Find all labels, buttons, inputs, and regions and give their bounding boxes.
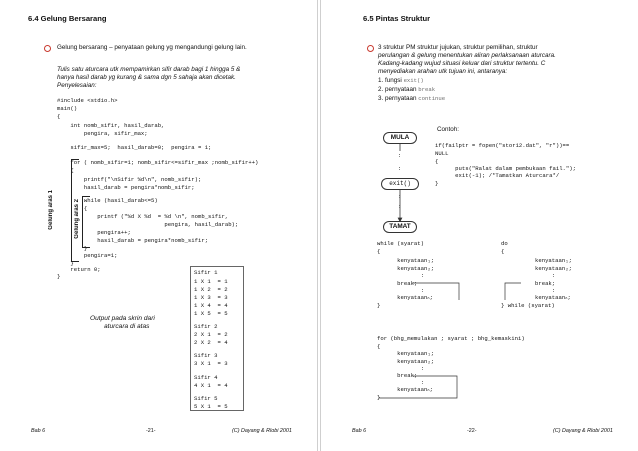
right-footer-page: -22- <box>467 428 477 434</box>
output-line: 5 X 1 = 5 <box>194 403 228 410</box>
code-line: } <box>57 245 88 252</box>
flow-exit: exit() <box>381 178 419 190</box>
do-line: : <box>552 272 556 279</box>
code-line: pengira, sifir_max; <box>57 130 148 137</box>
for-line: kenyataan₁; <box>377 350 435 357</box>
contoh-label: Contoh: <box>437 126 460 133</box>
task-line-2: hanya hasil darab yg kurang & sama dgn 5 sahaja akan dicetak. <box>57 74 236 81</box>
code-line: } <box>57 273 61 280</box>
do-line: kenyataan₂; <box>535 265 572 272</box>
while-line: kenyataan₁; <box>377 257 435 264</box>
inner-loop-bracket <box>82 196 90 248</box>
contoh-line: if(failptr = fopen("stor12.dat", "r"))== <box>435 142 570 149</box>
code-line: pengira=1; <box>57 252 118 259</box>
code-line: hasil_darab = pengira*nomb_sifir; <box>57 184 195 191</box>
for-line: kenyataan₂; <box>377 358 435 365</box>
output-line: 4 X 1 = 4 <box>194 382 228 389</box>
break-arrows <box>321 0 638 451</box>
flow-start: MULA <box>383 132 417 144</box>
for-line: kenyataanₙ; <box>377 386 433 393</box>
contoh-line: NULL <box>435 150 449 157</box>
code-line: { <box>57 167 74 174</box>
flow-dot: : <box>398 165 402 172</box>
right-footer-copyright: (C) Dayang & Rlobi 2001 <box>553 428 613 434</box>
for-line: } <box>377 394 381 401</box>
do-line: { <box>501 248 505 255</box>
task-line-1: Tulis satu aturcara utk mempamirkan sifir darab bagi 1 hingga 5 & <box>57 66 241 73</box>
while-line: } <box>377 302 381 309</box>
arrow-icon <box>505 283 521 300</box>
output-line: 1 X 1 = 1 <box>194 278 228 285</box>
right-page <box>320 0 638 451</box>
while-line: { <box>377 248 381 255</box>
list-item-text: 3. pernyataan <box>378 95 419 102</box>
for-line: { <box>377 343 381 350</box>
output-line: Sifir 2 <box>194 323 218 330</box>
output-line: Sifir 3 <box>194 352 218 359</box>
bullet-ring-icon <box>44 45 51 52</box>
output-screen-box <box>190 266 244 411</box>
arrow-icon <box>413 283 459 300</box>
code-line: while (hasil_darab<=5) <box>57 197 158 204</box>
left-footer-copyright: (C) Dayang & Rlobi 2001 <box>232 428 292 434</box>
output-line: 1 X 4 = 4 <box>194 302 228 309</box>
code-line: pengira++; <box>57 229 131 236</box>
output-caption-1: Output pada skrin dari <box>90 315 155 322</box>
for-line: break; <box>377 372 418 379</box>
while-line: while (syarat) <box>377 240 424 247</box>
contoh-line: puts("Ralat dalam pembukaan fail."); <box>435 165 576 172</box>
flow-end: TAMAT <box>383 221 417 233</box>
flow-dot: : <box>398 203 402 210</box>
do-line: kenyataanₙ; <box>535 294 571 301</box>
left-page <box>0 0 318 451</box>
for-line: : <box>421 365 425 372</box>
code-line: return 0; <box>57 266 101 273</box>
right-bullet-line-1: 3 struktur PM struktur jujukan, struktur pemilihan, struktur <box>378 44 538 51</box>
output-line: 1 X 5 = 5 <box>194 310 228 317</box>
while-line: kenyataanₙ; <box>377 294 433 301</box>
do-line: kenyataan₁; <box>535 257 572 264</box>
code-line: main() <box>57 105 78 112</box>
code-line: for ( nomb_sifir=1; nomb_sifir<=sifir_max ;nomb_sifir++) <box>57 159 259 166</box>
outer-loop-label: Gelung aras 1 <box>48 190 54 230</box>
while-line: : <box>421 287 425 294</box>
right-heading: 6.5 Pintas Struktur <box>363 14 431 23</box>
output-line: Sifir 5 <box>194 395 218 402</box>
output-line: Sifir 1 <box>194 269 218 276</box>
left-bullet-text: Gelung bersarang – penyataan gelung yg mengandungi gelung lain. <box>57 44 247 51</box>
code-line: } <box>57 260 74 267</box>
right-bullet-line-2: perulangan & gelung menentukan aliran perlaksanaan aturcara. <box>378 52 556 59</box>
list-item-code: exit() <box>403 77 424 84</box>
do-line: do <box>501 240 508 247</box>
do-line: : <box>552 287 556 294</box>
left-footer-page: -21- <box>146 428 156 434</box>
while-line: kenyataan₂; <box>377 265 435 272</box>
code-line: int nomb_sifir, hasil_darab, <box>57 122 165 129</box>
output-line: 2 X 2 = 4 <box>194 339 228 346</box>
code-line: pengira, hasil_darab); <box>57 221 239 228</box>
contoh-line: { <box>435 158 439 165</box>
right-footer-chapter: Bab 6 <box>352 428 367 434</box>
left-heading: 6.4 Gelung Bersarang <box>28 14 107 23</box>
do-line: break; <box>535 280 556 287</box>
contoh-line: } <box>435 180 439 187</box>
list-item-text: 2. pernyataan <box>378 86 419 93</box>
code-line: printf ("%d X %d = %d \n", nomb_sifir, <box>57 213 229 220</box>
code-line: #include <stdio.h> <box>57 97 118 104</box>
contoh-line: exit(-1); /*Tamatkan Aturcara*/ <box>435 172 560 179</box>
code-line: hasil_darab = pengira*nomb_sifir; <box>57 237 209 244</box>
for-line: for (bhg_memulakan ; syarat ; bhg_kemaskini) <box>377 335 525 342</box>
output-line: 1 X 3 = 3 <box>194 294 228 301</box>
list-item-code: continue <box>418 95 446 102</box>
for-line: : <box>421 379 425 386</box>
output-line: 1 X 2 = 2 <box>194 286 228 293</box>
task-line-3: Penyelesaian: <box>57 82 97 89</box>
right-bullet-line-4: menyediakan arahan utk tujuan ini, antaranya: <box>378 68 508 75</box>
code-line: { <box>57 205 88 212</box>
output-line: 3 X 1 = 3 <box>194 360 228 367</box>
while-line: : <box>421 272 425 279</box>
right-bullet-line-3: Kadang-kadang wujud situasi keluar dari struktur tertentu. C <box>378 60 546 67</box>
flow-dot: : <box>398 193 402 200</box>
list-item-text: 1. fungsi <box>378 77 404 84</box>
output-line: 2 X 1 = 2 <box>194 331 228 338</box>
output-line: Sifir 4 <box>194 374 218 381</box>
while-line: break; <box>377 280 418 287</box>
code-line: printf("\nSifir %d\n", nomb_sifir); <box>57 176 202 183</box>
list-item-code: break <box>418 86 436 93</box>
left-footer-chapter: Bab 6 <box>31 428 46 434</box>
do-line: } while (syarat) <box>501 302 555 309</box>
inner-loop-label: Gelung aras 2 <box>74 199 80 239</box>
code-line: sifir_max=5; hasil_darab=0; pengira = 1; <box>57 144 212 151</box>
flow-dot: : <box>398 152 402 159</box>
output-caption-2: aturcara di atas <box>104 323 150 330</box>
code-line: { <box>57 113 61 120</box>
